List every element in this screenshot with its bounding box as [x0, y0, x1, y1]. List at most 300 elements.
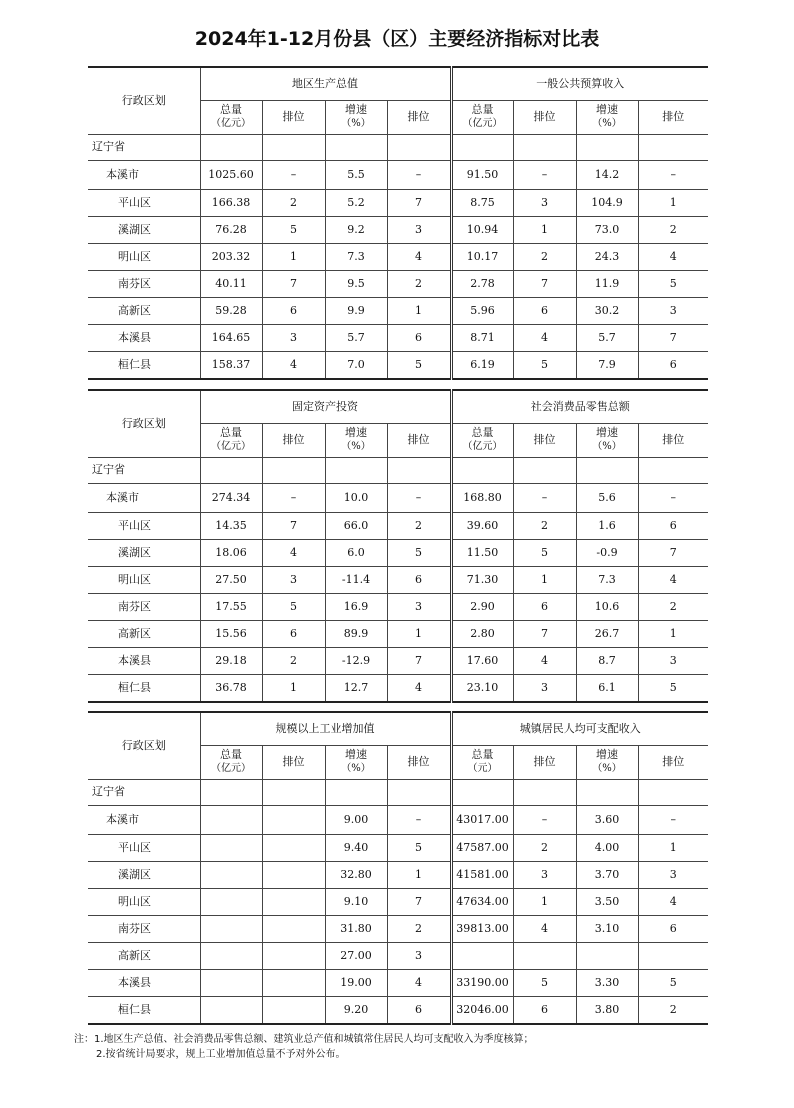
table-cell: 2 — [513, 834, 576, 861]
table-cell: 10.6 — [576, 593, 638, 620]
table-cell: 2 — [387, 270, 451, 297]
table-cell: 3 — [387, 942, 451, 969]
rank-column-header — [513, 745, 576, 779]
column-header-label: 总量 — [471, 103, 494, 116]
table-cell: -11.4 — [325, 566, 387, 593]
table-row — [88, 888, 708, 915]
table-cell: 39813.00 — [451, 915, 513, 942]
table-cell: 3 — [513, 189, 576, 216]
table-cell: 5.96 — [451, 297, 513, 324]
indicator-group-header: 固定资产投资 — [200, 390, 451, 423]
table-cell: 9.20 — [325, 996, 387, 1024]
region-name: 溪湖区 — [88, 216, 200, 243]
table-cell — [262, 805, 325, 834]
table-row — [88, 512, 708, 539]
table-cell: 1 — [638, 834, 708, 861]
column-header-label: 总量 — [471, 748, 494, 761]
table-cell: – — [387, 160, 451, 189]
table-row — [88, 620, 708, 647]
table-cell: 1 — [387, 861, 451, 888]
table-cell: 7 — [387, 647, 451, 674]
table-cell — [576, 779, 638, 805]
table-cell: 7 — [262, 512, 325, 539]
table-cell — [200, 888, 262, 915]
region-name: 平山区 — [88, 834, 200, 861]
table-cell: 1.6 — [576, 512, 638, 539]
table-cell: 39.60 — [451, 512, 513, 539]
table-cell — [262, 134, 325, 160]
table-cell: 10.0 — [325, 483, 387, 512]
table-row — [88, 834, 708, 861]
table-cell: 4 — [387, 969, 451, 996]
table-cell: 2 — [638, 216, 708, 243]
table-cell: 9.2 — [325, 216, 387, 243]
indicator-table — [88, 389, 708, 703]
table-cell — [576, 134, 638, 160]
indicator-group-header: 一般公共预算收入 — [451, 67, 708, 100]
table-cell: 6 — [262, 297, 325, 324]
table-cell — [262, 996, 325, 1024]
table-cell: 1 — [638, 620, 708, 647]
table-row — [88, 243, 708, 270]
table-cell: 11.50 — [451, 539, 513, 566]
table-cell: 7 — [387, 189, 451, 216]
column-header-unit: （%） — [592, 441, 622, 452]
table-cell: 14.2 — [576, 160, 638, 189]
table-cell: 33190.00 — [451, 969, 513, 996]
growth-column-header — [576, 745, 638, 779]
table-cell: 1 — [513, 888, 576, 915]
column-header-label: 排位 — [282, 433, 305, 446]
column-header-label: 总量 — [471, 426, 494, 439]
region-header: 行政区划 — [88, 67, 200, 134]
table-cell: 3.10 — [576, 915, 638, 942]
column-header-label: 增速 — [596, 103, 618, 116]
table-cell — [451, 134, 513, 160]
rank-column-header — [262, 745, 325, 779]
table-row — [88, 483, 708, 512]
table-cell: 1 — [387, 620, 451, 647]
table-row — [88, 593, 708, 620]
table-cell: 164.65 — [200, 324, 262, 351]
table-cell: – — [387, 805, 451, 834]
table-cell: 4 — [387, 243, 451, 270]
table-cell — [451, 457, 513, 483]
table-cell: 14.35 — [200, 512, 262, 539]
table-cell: 26.7 — [576, 620, 638, 647]
table-cell — [387, 779, 451, 805]
table-cell: 6.19 — [451, 351, 513, 379]
table-cell: 2.90 — [451, 593, 513, 620]
table-cell: 5.7 — [576, 324, 638, 351]
total-column-header — [200, 100, 262, 134]
column-header-label: 排位 — [407, 433, 430, 446]
table-cell: 71.30 — [451, 566, 513, 593]
region-name: 南芬区 — [88, 915, 200, 942]
table-cell — [387, 457, 451, 483]
table-cell: 8.71 — [451, 324, 513, 351]
table-cell: 7 — [638, 539, 708, 566]
region-name: 溪湖区 — [88, 539, 200, 566]
table-row — [88, 566, 708, 593]
table-cell — [638, 134, 708, 160]
table-cell: 9.00 — [325, 805, 387, 834]
table-cell: 4 — [638, 566, 708, 593]
region-name: 桓仁县 — [88, 351, 200, 379]
table-row — [88, 270, 708, 297]
column-header-label: 总量 — [220, 426, 242, 439]
table-cell: 3 — [513, 674, 576, 702]
column-header-label: 增速 — [345, 748, 367, 761]
table-cell: 5.5 — [325, 160, 387, 189]
table-row — [88, 647, 708, 674]
table-cell: 73.0 — [576, 216, 638, 243]
table-cell: 3 — [638, 861, 708, 888]
region-name: 本溪县 — [88, 969, 200, 996]
table-cell: – — [513, 805, 576, 834]
table-row — [88, 297, 708, 324]
table-cell: 5 — [513, 539, 576, 566]
table-cell: 12.7 — [325, 674, 387, 702]
table-cell: 24.3 — [576, 243, 638, 270]
region-name: 平山区 — [88, 189, 200, 216]
table-cell: 4 — [387, 674, 451, 702]
table-cell: 3 — [638, 647, 708, 674]
table-cell: 3 — [262, 324, 325, 351]
table-row — [88, 861, 708, 888]
table-cell: 66.0 — [325, 512, 387, 539]
table-cell: 6 — [513, 996, 576, 1024]
table-cell: 7 — [513, 620, 576, 647]
table-cell — [325, 779, 387, 805]
table-cell: – — [638, 160, 708, 189]
table-cell: 2 — [638, 593, 708, 620]
table-cell: 203.32 — [200, 243, 262, 270]
column-header-unit: （亿元） — [211, 118, 251, 129]
table-cell: 5.2 — [325, 189, 387, 216]
column-header-label: 排位 — [533, 755, 556, 768]
table-cell: 10.94 — [451, 216, 513, 243]
region-name: 本溪县 — [88, 647, 200, 674]
column-header-unit: （%） — [592, 118, 622, 129]
table-cell — [262, 888, 325, 915]
table-cell — [262, 861, 325, 888]
table-cell — [451, 779, 513, 805]
table-cell: – — [262, 160, 325, 189]
table-cell — [262, 779, 325, 805]
indicator-group-header: 城镇居民人均可支配收入 — [451, 712, 708, 745]
rank-column-header — [387, 745, 451, 779]
column-header-unit: （%） — [341, 118, 371, 129]
table-cell: – — [387, 483, 451, 512]
column-header-label: 排位 — [662, 433, 685, 446]
column-header-unit: （亿元） — [462, 118, 503, 129]
table-cell — [513, 457, 576, 483]
total-column-header — [451, 745, 513, 779]
table-row — [88, 805, 708, 834]
column-header-label: 增速 — [596, 426, 618, 439]
region-name: 桓仁县 — [88, 996, 200, 1024]
table-cell — [513, 779, 576, 805]
note-line: 注：1.地区生产总值、社会消费品零售总额、建筑业总产值和城镇常住居民人均可支配收入为季度核算； — [74, 1034, 534, 1045]
table-cell: – — [262, 483, 325, 512]
table-cell: 5 — [262, 216, 325, 243]
table-cell: -12.9 — [325, 647, 387, 674]
table-cell: 4 — [262, 539, 325, 566]
total-column-header — [451, 423, 513, 457]
table-cell: 1 — [262, 243, 325, 270]
table-cell — [513, 134, 576, 160]
indicator-group-header: 地区生产总值 — [200, 67, 451, 100]
page-title: 2024年1-12月份县（区）主要经济指标对比表 — [194, 28, 600, 50]
table-cell: 76.28 — [200, 216, 262, 243]
table-cell: 1 — [513, 566, 576, 593]
table-cell: – — [638, 805, 708, 834]
table-cell: 43017.00 — [451, 805, 513, 834]
indicator-group-header: 社会消费品零售总额 — [451, 390, 708, 423]
table-cell: 1025.60 — [200, 160, 262, 189]
table-cell: 3.30 — [576, 969, 638, 996]
table-cell: 17.60 — [451, 647, 513, 674]
table-row — [88, 351, 708, 379]
total-column-header — [200, 745, 262, 779]
region-name: 明山区 — [88, 888, 200, 915]
table-cell: 7.9 — [576, 351, 638, 379]
table-cell: 5 — [262, 593, 325, 620]
table-cell: 168.80 — [451, 483, 513, 512]
table-cell: 15.56 — [200, 620, 262, 647]
table-cell: 5 — [638, 674, 708, 702]
table-cell: 9.9 — [325, 297, 387, 324]
region-name: 辽宁省 — [88, 457, 200, 483]
table-row — [88, 324, 708, 351]
table-cell — [325, 134, 387, 160]
table-cell: 1 — [262, 674, 325, 702]
table-cell: 5 — [387, 351, 451, 379]
rank-column-header — [513, 100, 576, 134]
table-cell — [451, 942, 513, 969]
growth-column-header — [576, 423, 638, 457]
table-cell: 3.70 — [576, 861, 638, 888]
table-cell: 2 — [387, 915, 451, 942]
table-cell — [200, 834, 262, 861]
table-cell: 2 — [513, 512, 576, 539]
table-cell: 1 — [513, 216, 576, 243]
rank-column-header — [513, 423, 576, 457]
table-row — [88, 457, 708, 483]
column-header-label: 增速 — [345, 426, 367, 439]
table-row — [88, 216, 708, 243]
table-cell: 11.9 — [576, 270, 638, 297]
table-row — [88, 942, 708, 969]
table-row — [88, 996, 708, 1024]
table-cell: 8.7 — [576, 647, 638, 674]
region-name: 明山区 — [88, 566, 200, 593]
table-row — [88, 969, 708, 996]
region-name: 高新区 — [88, 942, 200, 969]
table-cell: 7.3 — [325, 243, 387, 270]
table-cell: 6 — [513, 593, 576, 620]
table-cell: 4.00 — [576, 834, 638, 861]
rank-column-header — [638, 745, 708, 779]
table-cell: 6 — [638, 915, 708, 942]
table-cell: 59.28 — [200, 297, 262, 324]
table-cell: 8.75 — [451, 189, 513, 216]
table-row — [88, 160, 708, 189]
region-name: 南芬区 — [88, 270, 200, 297]
growth-column-header — [325, 745, 387, 779]
table-cell: 7 — [638, 324, 708, 351]
region-name: 南芬区 — [88, 593, 200, 620]
table-cell: 3 — [262, 566, 325, 593]
table-cell: 10.17 — [451, 243, 513, 270]
table-cell: 18.06 — [200, 539, 262, 566]
table-cell: 7 — [262, 270, 325, 297]
column-header-label: 排位 — [533, 433, 556, 446]
rank-column-header — [387, 423, 451, 457]
table-cell: 9.10 — [325, 888, 387, 915]
column-header-unit: （亿元） — [462, 441, 503, 452]
table-cell: 4 — [638, 243, 708, 270]
table-cell: 4 — [513, 915, 576, 942]
column-header-unit: （亿元） — [211, 763, 251, 774]
table-cell — [200, 969, 262, 996]
column-header-unit: （亿元） — [211, 441, 251, 452]
table-cell: 3.60 — [576, 805, 638, 834]
table-cell: 2 — [262, 647, 325, 674]
table-cell — [513, 942, 576, 969]
table-cell: 47634.00 — [451, 888, 513, 915]
table-cell — [200, 805, 262, 834]
table-cell: 27.50 — [200, 566, 262, 593]
table-cell: 5 — [387, 834, 451, 861]
table-cell: 2 — [262, 189, 325, 216]
table-cell: 2 — [513, 243, 576, 270]
table-cell: – — [513, 160, 576, 189]
table-cell: 5 — [387, 539, 451, 566]
table-cell — [325, 457, 387, 483]
table-cell — [200, 134, 262, 160]
region-header: 行政区划 — [88, 712, 200, 779]
column-header-label: 排位 — [662, 110, 685, 123]
table-cell: 4 — [513, 324, 576, 351]
table-cell: 47587.00 — [451, 834, 513, 861]
column-header-unit: （%） — [592, 763, 622, 774]
table-cell: 2 — [387, 512, 451, 539]
table-cell: 1 — [638, 189, 708, 216]
column-header-label: 排位 — [282, 110, 305, 123]
table-cell: 7.0 — [325, 351, 387, 379]
table-cell: 2.80 — [451, 620, 513, 647]
table-cell: 5 — [638, 969, 708, 996]
growth-column-header — [325, 100, 387, 134]
table-cell: 158.37 — [200, 351, 262, 379]
table-cell: 9.40 — [325, 834, 387, 861]
region-name: 辽宁省 — [88, 779, 200, 805]
column-header-unit: （%） — [341, 441, 371, 452]
rank-column-header — [262, 423, 325, 457]
table-row — [88, 539, 708, 566]
table-cell: 29.18 — [200, 647, 262, 674]
table-cell: 6 — [387, 996, 451, 1024]
region-name: 平山区 — [88, 512, 200, 539]
notes — [74, 1032, 534, 1062]
table-cell: 89.9 — [325, 620, 387, 647]
column-header-label: 排位 — [662, 755, 685, 768]
table-row — [88, 674, 708, 702]
table-cell — [200, 457, 262, 483]
table-cell — [200, 942, 262, 969]
region-name: 本溪市 — [88, 160, 200, 189]
table-cell: 6.0 — [325, 539, 387, 566]
total-column-header — [200, 423, 262, 457]
column-header-label: 总量 — [220, 103, 242, 116]
table-cell: – — [638, 483, 708, 512]
rank-column-header — [638, 100, 708, 134]
growth-column-header — [576, 100, 638, 134]
table-cell: 3 — [387, 593, 451, 620]
growth-column-header — [325, 423, 387, 457]
table-cell: 2 — [638, 996, 708, 1024]
table-cell — [200, 779, 262, 805]
table-cell: 32.80 — [325, 861, 387, 888]
column-header-label: 排位 — [407, 110, 430, 123]
table-cell: 7.3 — [576, 566, 638, 593]
table-cell — [387, 134, 451, 160]
indicator-table — [88, 711, 708, 1025]
table-cell — [262, 969, 325, 996]
table-cell: 7 — [513, 270, 576, 297]
table-cell: -0.9 — [576, 539, 638, 566]
table-cell: 6 — [513, 297, 576, 324]
table-cell: 6.1 — [576, 674, 638, 702]
table-cell: 31.80 — [325, 915, 387, 942]
region-name: 本溪市 — [88, 805, 200, 834]
table-cell — [576, 457, 638, 483]
column-header-label: 增速 — [345, 103, 367, 116]
table-cell: 41581.00 — [451, 861, 513, 888]
table-cell: 16.9 — [325, 593, 387, 620]
table-cell — [200, 996, 262, 1024]
table-cell: 17.55 — [200, 593, 262, 620]
table-cell: 5 — [513, 351, 576, 379]
table-cell: 23.10 — [451, 674, 513, 702]
column-header-label: 总量 — [220, 748, 242, 761]
table-cell: 6 — [387, 566, 451, 593]
indicator-group-header: 规模以上工业增加值 — [200, 712, 451, 745]
table-row — [88, 134, 708, 160]
table-cell — [576, 942, 638, 969]
table-cell: 1 — [387, 297, 451, 324]
region-name: 明山区 — [88, 243, 200, 270]
table-cell: 19.00 — [325, 969, 387, 996]
table-cell — [200, 861, 262, 888]
table-cell — [262, 834, 325, 861]
region-name: 桓仁县 — [88, 674, 200, 702]
indicator-table — [88, 66, 708, 380]
table-cell: 3 — [387, 216, 451, 243]
column-header-label: 排位 — [407, 755, 430, 768]
rank-column-header — [638, 423, 708, 457]
table-cell: 5.6 — [576, 483, 638, 512]
table-cell: 40.11 — [200, 270, 262, 297]
column-header-label: 排位 — [533, 110, 556, 123]
table-cell: 166.38 — [200, 189, 262, 216]
table-cell: 274.34 — [200, 483, 262, 512]
table-cell — [638, 779, 708, 805]
table-cell: 32046.00 — [451, 996, 513, 1024]
column-header-label: 排位 — [282, 755, 305, 768]
